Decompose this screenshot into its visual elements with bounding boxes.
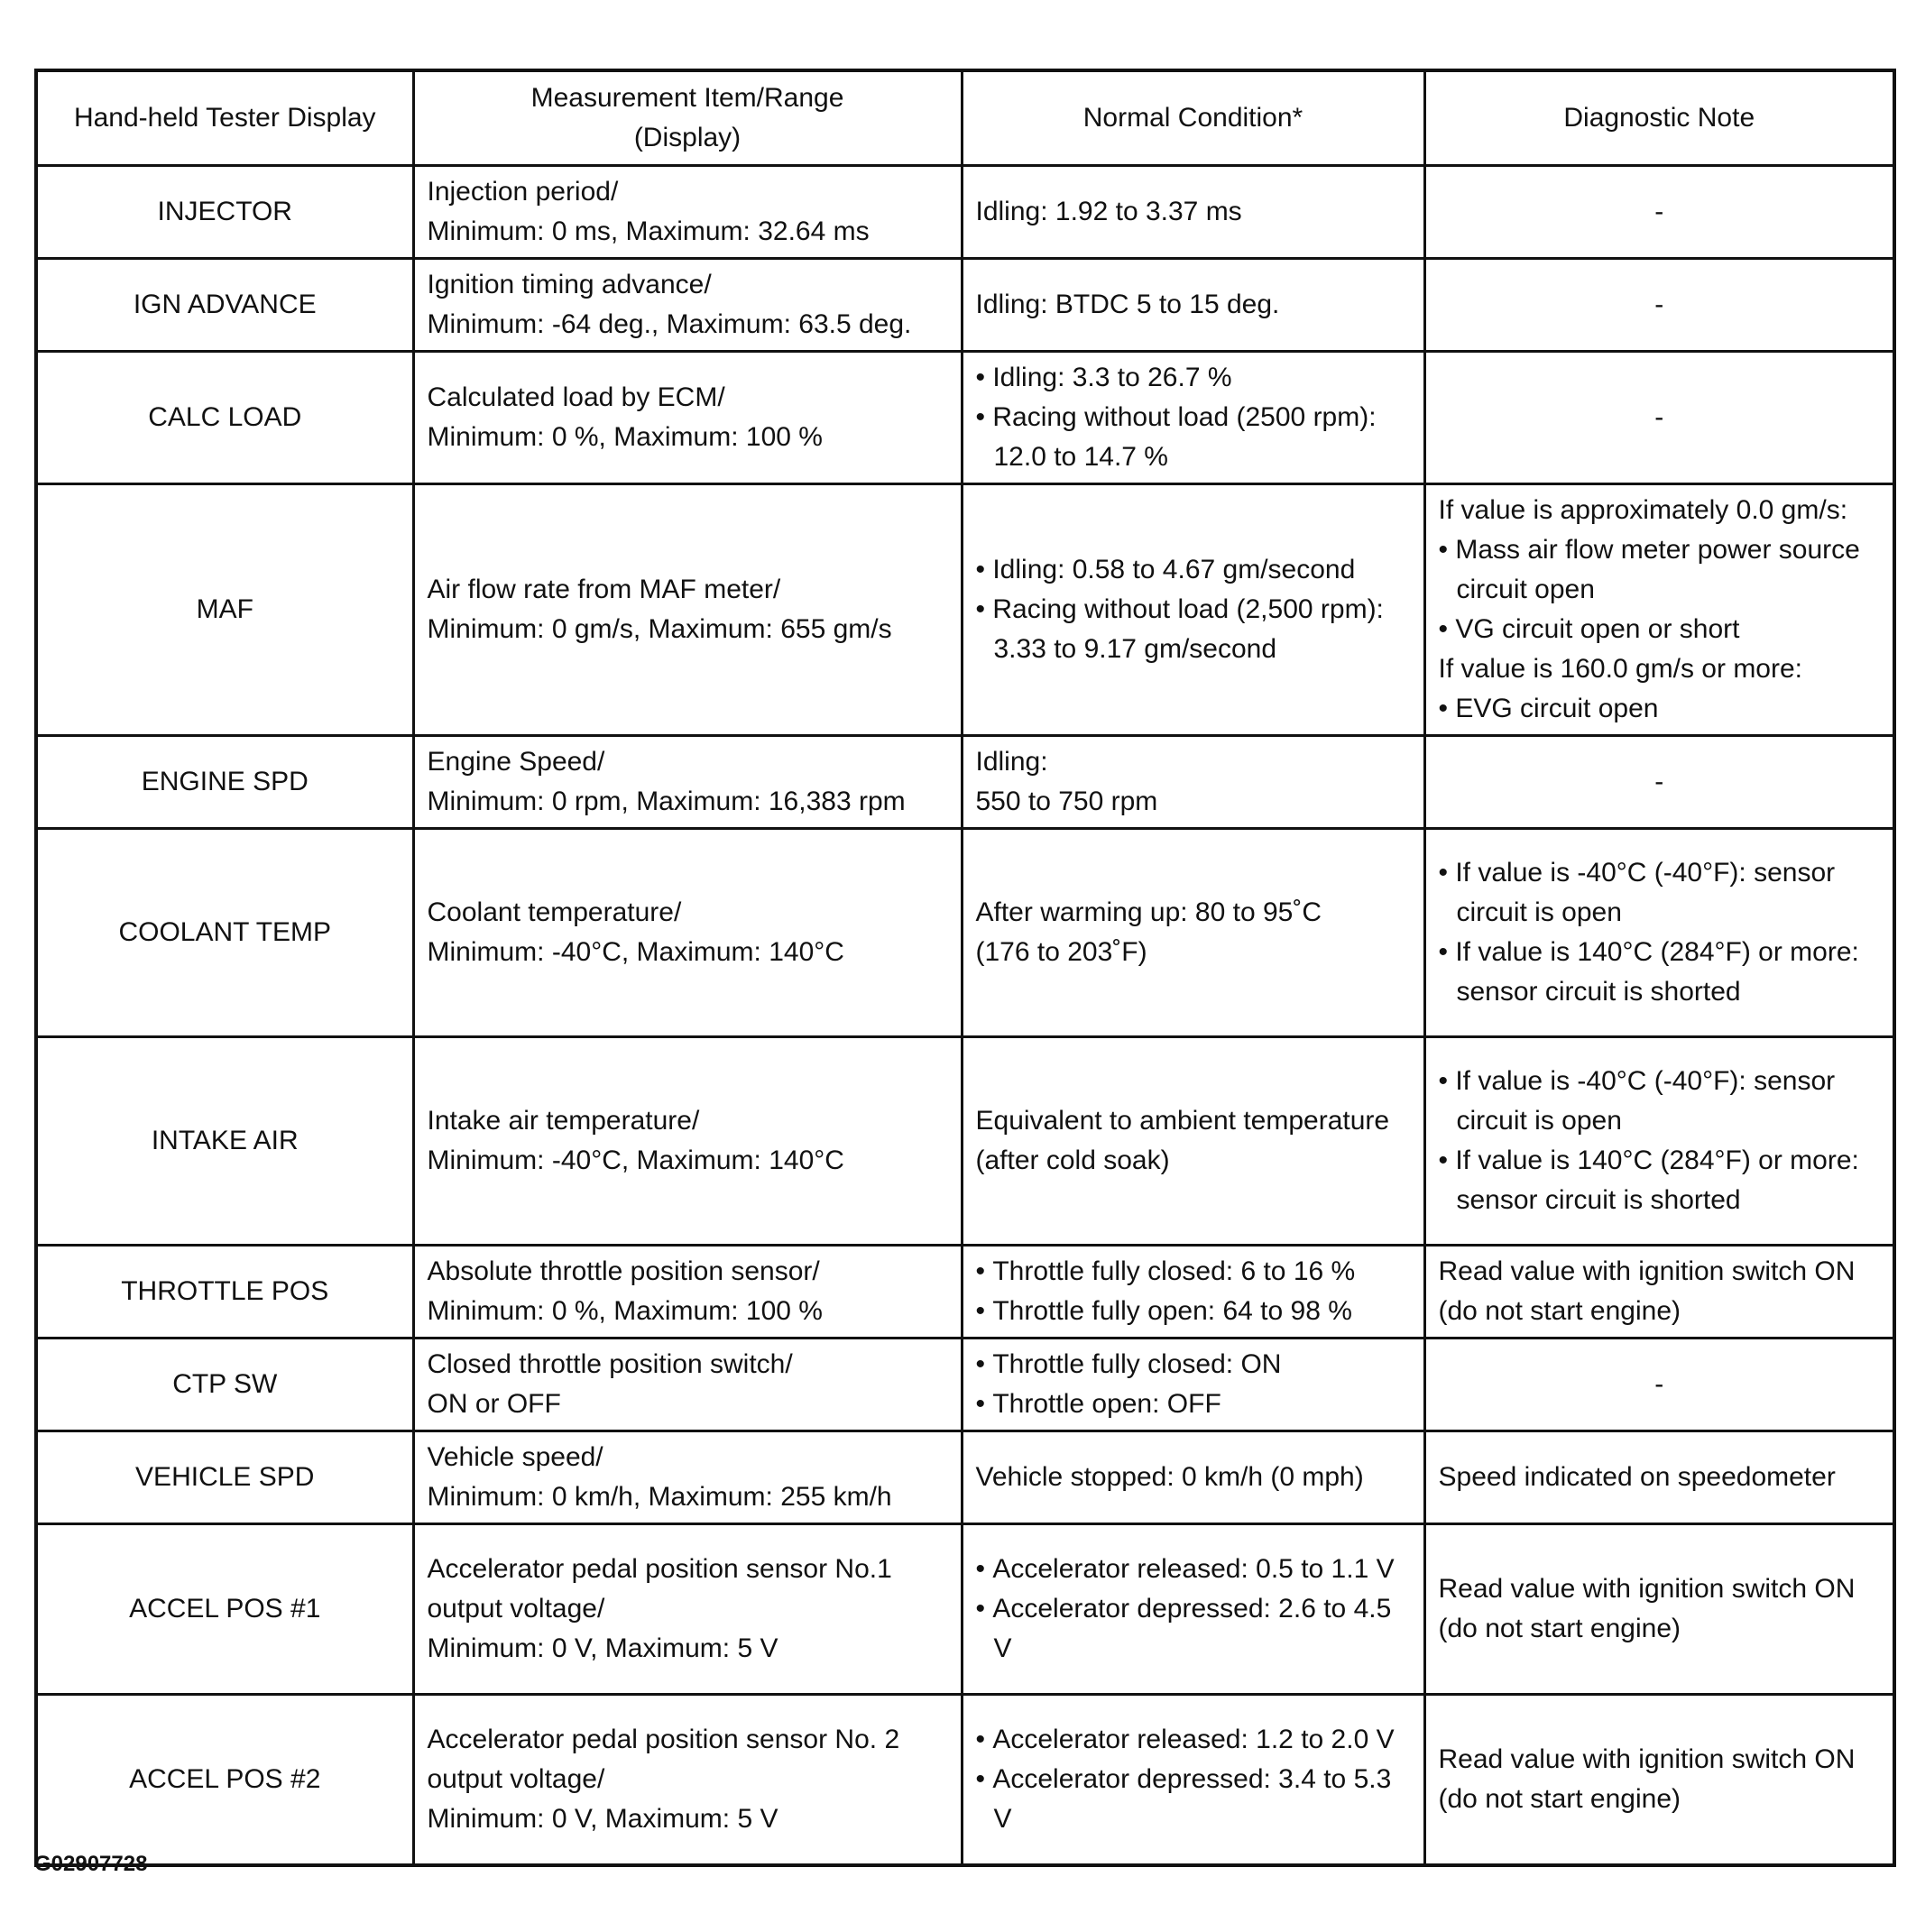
header-normal-condition: Normal Condition* [962, 70, 1424, 166]
cell-normal-condition [962, 352, 1424, 484]
measurement-item-line: Air flow rate from MAF meter/ [427, 575, 781, 604]
note-line: (do not start engine) [1438, 1783, 1681, 1814]
condition-bullet: • Throttle fully open: 64 to 98 % [976, 1292, 1411, 1331]
cell-tester-display: ACCEL POS #2 [36, 1695, 413, 1865]
table-row [36, 166, 1894, 259]
data-list-sheet [34, 69, 1893, 1867]
cell-measurement-item [413, 352, 962, 484]
cell-normal-condition [962, 1246, 1424, 1339]
note-line: Read value with ignition switch ON [1438, 1743, 1856, 1774]
condition-line: (after cold soak) [975, 1145, 1170, 1175]
table-row [36, 736, 1894, 829]
cell-tester-display: COOLANT TEMP [36, 829, 413, 1037]
measurement-item-line: Minimum: -40°C, Maximum: 140°C [427, 937, 844, 967]
cell-measurement-item [413, 484, 962, 736]
measurement-item-line: Minimum: 0 rpm, Maximum: 16,383 rpm [427, 787, 906, 816]
cell-tester-display: VEHICLE SPD [36, 1431, 413, 1524]
measurement-item-line: Minimum: -40°C, Maximum: 140°C [427, 1145, 844, 1175]
cell-tester-display: INTAKE AIR [36, 1037, 413, 1246]
table-header-row [36, 70, 1894, 166]
note-line: Read value with ignition switch ON [1438, 1256, 1856, 1286]
condition-line: Idling: 1.92 to 3.37 ms [975, 197, 1242, 226]
note-line: If value is approximately 0.0 gm/s: [1438, 495, 1848, 525]
cell-normal-condition [962, 484, 1424, 736]
cell-diagnostic-note: - [1424, 166, 1894, 259]
condition-line: Vehicle stopped: 0 km/h (0 mph) [975, 1462, 1364, 1492]
table-row [36, 484, 1894, 736]
measurement-item-line: Minimum: 0 ms, Maximum: 32.64 ms [427, 216, 870, 246]
note-line: Read value with ignition switch ON [1438, 1574, 1856, 1604]
cell-normal-condition [962, 829, 1424, 1037]
cell-normal-condition [962, 1431, 1424, 1524]
cell-tester-display: ACCEL POS #1 [36, 1524, 413, 1695]
cell-tester-display: THROTTLE POS [36, 1246, 413, 1339]
cell-measurement-item [413, 259, 962, 352]
cell-normal-condition [962, 1037, 1424, 1246]
condition-bullet: • Idling: 0.58 to 4.67 gm/second [976, 550, 1411, 590]
table-row [36, 1246, 1894, 1339]
cell-normal-condition [962, 1524, 1424, 1695]
condition-bullet: • Throttle fully closed: 6 to 16 % [976, 1252, 1411, 1292]
cell-tester-display: ENGINE SPD [36, 736, 413, 829]
cell-normal-condition [962, 1695, 1424, 1865]
cell-measurement-item [413, 1524, 962, 1695]
cell-diagnostic-note [1424, 1695, 1894, 1865]
condition-bullet: • Racing without load (2,500 rpm): 3.33 to 9.17 gm/second [976, 590, 1411, 669]
note-line: (do not start engine) [1438, 1614, 1681, 1643]
measurement-item-line: output voltage/ [427, 1763, 605, 1794]
cell-diagnostic-note: - [1424, 352, 1894, 484]
measurement-item-line: Minimum: 0 %, Maximum: 100 % [427, 1296, 823, 1326]
measurement-item-line: Coolant temperature/ [427, 897, 682, 927]
condition-bullet: • Accelerator released: 1.2 to 2.0 V [976, 1720, 1411, 1760]
measurement-item-line: Engine Speed/ [427, 747, 605, 777]
measurement-item-line: Minimum: 0 gm/s, Maximum: 655 gm/s [427, 614, 892, 644]
data-list-table [34, 69, 1896, 1867]
cell-tester-display: MAF [36, 484, 413, 736]
measurement-item-line: Minimum: 0 V, Maximum: 5 V [427, 1803, 778, 1834]
cell-normal-condition [962, 736, 1424, 829]
cell-diagnostic-note [1424, 1037, 1894, 1246]
cell-tester-display: IGN ADVANCE [36, 259, 413, 352]
cell-measurement-item [413, 1431, 962, 1524]
measurement-item-line: Ignition timing advance/ [427, 270, 712, 299]
cell-measurement-item [413, 736, 962, 829]
cell-diagnostic-note [1424, 484, 1894, 736]
note-bullet: • VG circuit open or short [1439, 610, 1881, 649]
table-row [36, 1695, 1894, 1865]
header-measurement-item-line: Measurement Item/Range [530, 83, 844, 113]
cell-diagnostic-note: - [1424, 736, 1894, 829]
condition-bullet: • Accelerator released: 0.5 to 1.1 V [976, 1550, 1411, 1589]
measurement-item-line: Closed throttle position switch/ [427, 1349, 793, 1379]
cell-measurement-item [413, 1037, 962, 1246]
cell-diagnostic-note: - [1424, 1339, 1894, 1431]
measurement-item-line: Accelerator pedal position sensor No.1 [427, 1554, 892, 1584]
note-bullet: • If value is -40°C (-40°F): sensor circuit is open [1439, 1062, 1881, 1141]
condition-bullet: • Accelerator depressed: 2.6 to 4.5 V [976, 1589, 1411, 1669]
cell-measurement-item [413, 166, 962, 259]
measurement-item-line: Minimum: -64 deg., Maximum: 63.5 deg. [427, 309, 912, 339]
measurement-item-line: Injection period/ [427, 177, 619, 207]
cell-normal-condition [962, 166, 1424, 259]
condition-bullet: • Racing without load (2500 rpm): 12.0 to 14.7 % [976, 398, 1411, 477]
cell-measurement-item [413, 1695, 962, 1865]
cell-diagnostic-note [1424, 829, 1894, 1037]
table-row [36, 1524, 1894, 1695]
condition-line: Equivalent to ambient temperature [975, 1106, 1390, 1136]
note-bullet: • If value is 140°C (284°F) or more: sensor circuit is shorted [1439, 933, 1881, 1012]
condition-bullet: • Accelerator depressed: 3.4 to 5.3 V [976, 1760, 1411, 1839]
note-bullet: • If value is -40°C (-40°F): sensor circuit is open [1439, 853, 1881, 933]
cell-diagnostic-note [1424, 1431, 1894, 1524]
measurement-item-line: Minimum: 0 V, Maximum: 5 V [427, 1633, 778, 1663]
measurement-item-line: Calculated load by ECM/ [427, 382, 725, 412]
note-line: (do not start engine) [1438, 1296, 1681, 1326]
measurement-item-line: Vehicle speed/ [427, 1442, 603, 1472]
table-row [36, 1037, 1894, 1246]
condition-line: After warming up: 80 to 95˚C [975, 897, 1322, 927]
table-row [36, 259, 1894, 352]
table-row [36, 1339, 1894, 1431]
table-row [36, 352, 1894, 484]
cell-tester-display: CTP SW [36, 1339, 413, 1431]
header-tester-display: Hand-held Tester Display [36, 70, 413, 166]
header-measurement-item [413, 70, 962, 166]
note-bullet: • EVG circuit open [1439, 689, 1881, 729]
figure-id: G02907728 [34, 1852, 148, 1876]
measurement-item-line: Minimum: 0 %, Maximum: 100 % [427, 422, 823, 452]
cell-diagnostic-note [1424, 1246, 1894, 1339]
cell-tester-display: INJECTOR [36, 166, 413, 259]
cell-normal-condition [962, 259, 1424, 352]
condition-bullet: • Idling: 3.3 to 26.7 % [976, 358, 1411, 398]
cell-measurement-item [413, 1246, 962, 1339]
measurement-item-line: Minimum: 0 km/h, Maximum: 255 km/h [427, 1482, 892, 1512]
header-diagnostic-note: Diagnostic Note [1424, 70, 1894, 166]
measurement-item-line: output voltage/ [427, 1594, 605, 1624]
note-bullet: • Mass air flow meter power source circuit open [1439, 530, 1881, 610]
measurement-item-line: Intake air temperature/ [427, 1106, 700, 1136]
condition-line: 550 to 750 rpm [975, 787, 1158, 816]
condition-bullet: • Throttle open: OFF [976, 1385, 1411, 1424]
cell-diagnostic-note: - [1424, 259, 1894, 352]
condition-line: Idling: BTDC 5 to 15 deg. [975, 290, 1280, 319]
cell-measurement-item [413, 829, 962, 1037]
header-measurement-item-line: (Display) [633, 123, 742, 152]
cell-diagnostic-note [1424, 1524, 1894, 1695]
table-row [36, 1431, 1894, 1524]
condition-line: (176 to 203˚F) [975, 937, 1147, 967]
cell-normal-condition [962, 1339, 1424, 1431]
measurement-item-line: Absolute throttle position sensor/ [427, 1256, 820, 1286]
note-line: If value is 160.0 gm/s or more: [1438, 654, 1803, 684]
condition-line: Idling: [975, 747, 1048, 777]
condition-bullet: • Throttle fully closed: ON [976, 1345, 1411, 1385]
table-row [36, 829, 1894, 1037]
cell-measurement-item [413, 1339, 962, 1431]
note-bullet: • If value is 140°C (284°F) or more: sensor circuit is shorted [1439, 1141, 1881, 1220]
cell-tester-display: CALC LOAD [36, 352, 413, 484]
note-line: Speed indicated on speedometer [1438, 1462, 1836, 1492]
measurement-item-line: Accelerator pedal position sensor No. 2 [427, 1724, 900, 1754]
measurement-item-line: ON or OFF [427, 1389, 561, 1419]
